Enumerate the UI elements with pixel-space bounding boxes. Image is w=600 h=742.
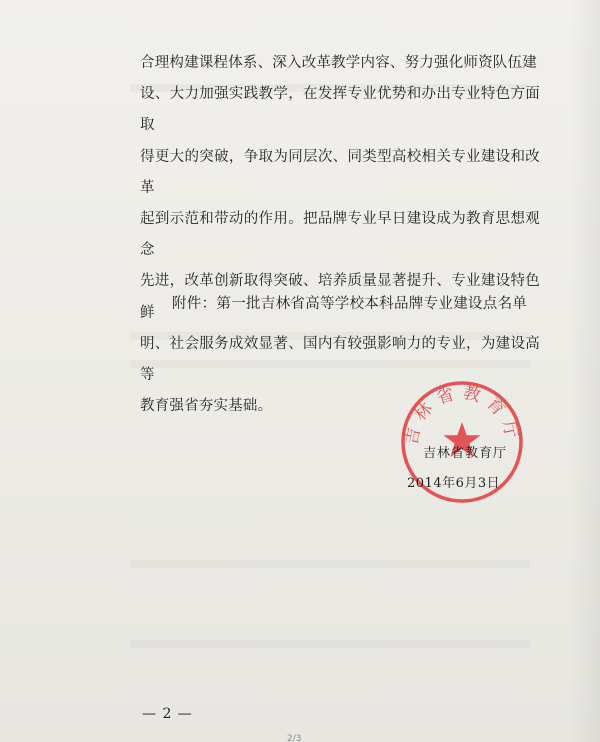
- paragraph-line: 得更大的突破，争取为同层次、同类型高校相关专业建设和改革: [140, 148, 540, 196]
- svg-text:吉林省教育厅: 吉林省教育厅: [401, 382, 523, 447]
- issuer-name: 吉林省教育厅: [423, 446, 508, 461]
- page-edge-shadow: [570, 0, 600, 742]
- paragraph-line: 先进，改革创新取得突破、培养质量显著提升、专业建设特色鲜: [140, 273, 540, 321]
- issue-date: 2014年6月3日: [407, 476, 501, 491]
- paragraph-line: 合理构建课程体系、深入改革教学内容、努力强化师资队伍建: [140, 55, 537, 71]
- paragraph-line: 设、大力加强实践教学，在发挥专业优势和办出专业特色方面取: [140, 86, 540, 134]
- paragraph-line: 起到示范和带动的作用。把品牌专业早日建设成为教育思想观念: [140, 211, 540, 259]
- bleed-through-line: [130, 640, 530, 648]
- body-paragraph: [140, 48, 540, 422]
- paragraph-line: 明、社会服务成效显著、国内有较强影响力的专业，为建设高等: [140, 335, 540, 384]
- attachment-line: 附件：第一批吉林省高等学校本科品牌专业建设点名单: [172, 296, 528, 312]
- page-number: — 2 —: [142, 706, 193, 722]
- page-counter: 2/3: [287, 734, 302, 742]
- bleed-through-line: [130, 560, 530, 568]
- paragraph-line: 教育强省夯实基础。: [140, 398, 273, 415]
